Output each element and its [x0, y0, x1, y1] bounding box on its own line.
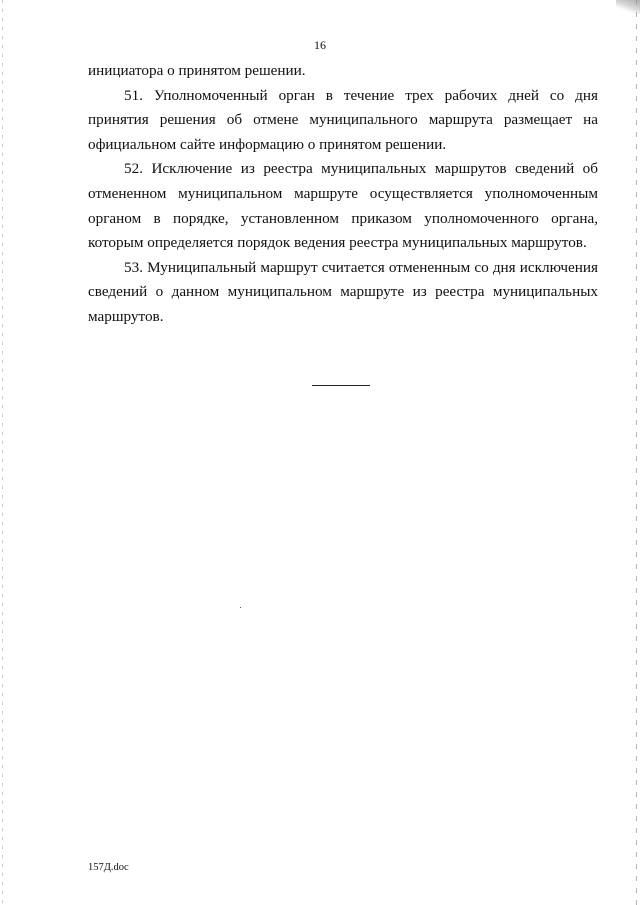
- end-separator-line: [312, 385, 370, 386]
- paragraph-52: 52. Исключение из реестра муниципальных маршрутов сведений об отмененном муниципальном маршруте осуществляется уполномоченным органом в порядке, установленном приказом уполномоченного органа, которым определяется порядок ведения реестра муниципальных маршрутов.: [88, 160, 598, 252]
- paragraph-51: 51. Уполномоченный орган в течение трех рабочих дней со дня принятия решения об отмене муниципального маршрута размещает на официальном сайте информацию о принятом решении.: [88, 86, 598, 153]
- scan-corner-shadow: [616, 0, 640, 14]
- paragraph-continuation: инициатора о принятом решении.: [88, 62, 306, 79]
- footer-filename: 157Д.doc: [88, 862, 129, 873]
- scan-edge-left: [2, 0, 3, 905]
- scan-speck: [240, 607, 241, 608]
- document-body: [88, 59, 598, 330]
- scan-edge-right: [636, 0, 637, 905]
- paragraph-53: 53. Муниципальный маршрут считается отмененным со дня исключения сведений о данном муниципальном маршруте из реестра муниципальных маршрутов.: [88, 258, 598, 325]
- page-number: 16: [314, 38, 326, 52]
